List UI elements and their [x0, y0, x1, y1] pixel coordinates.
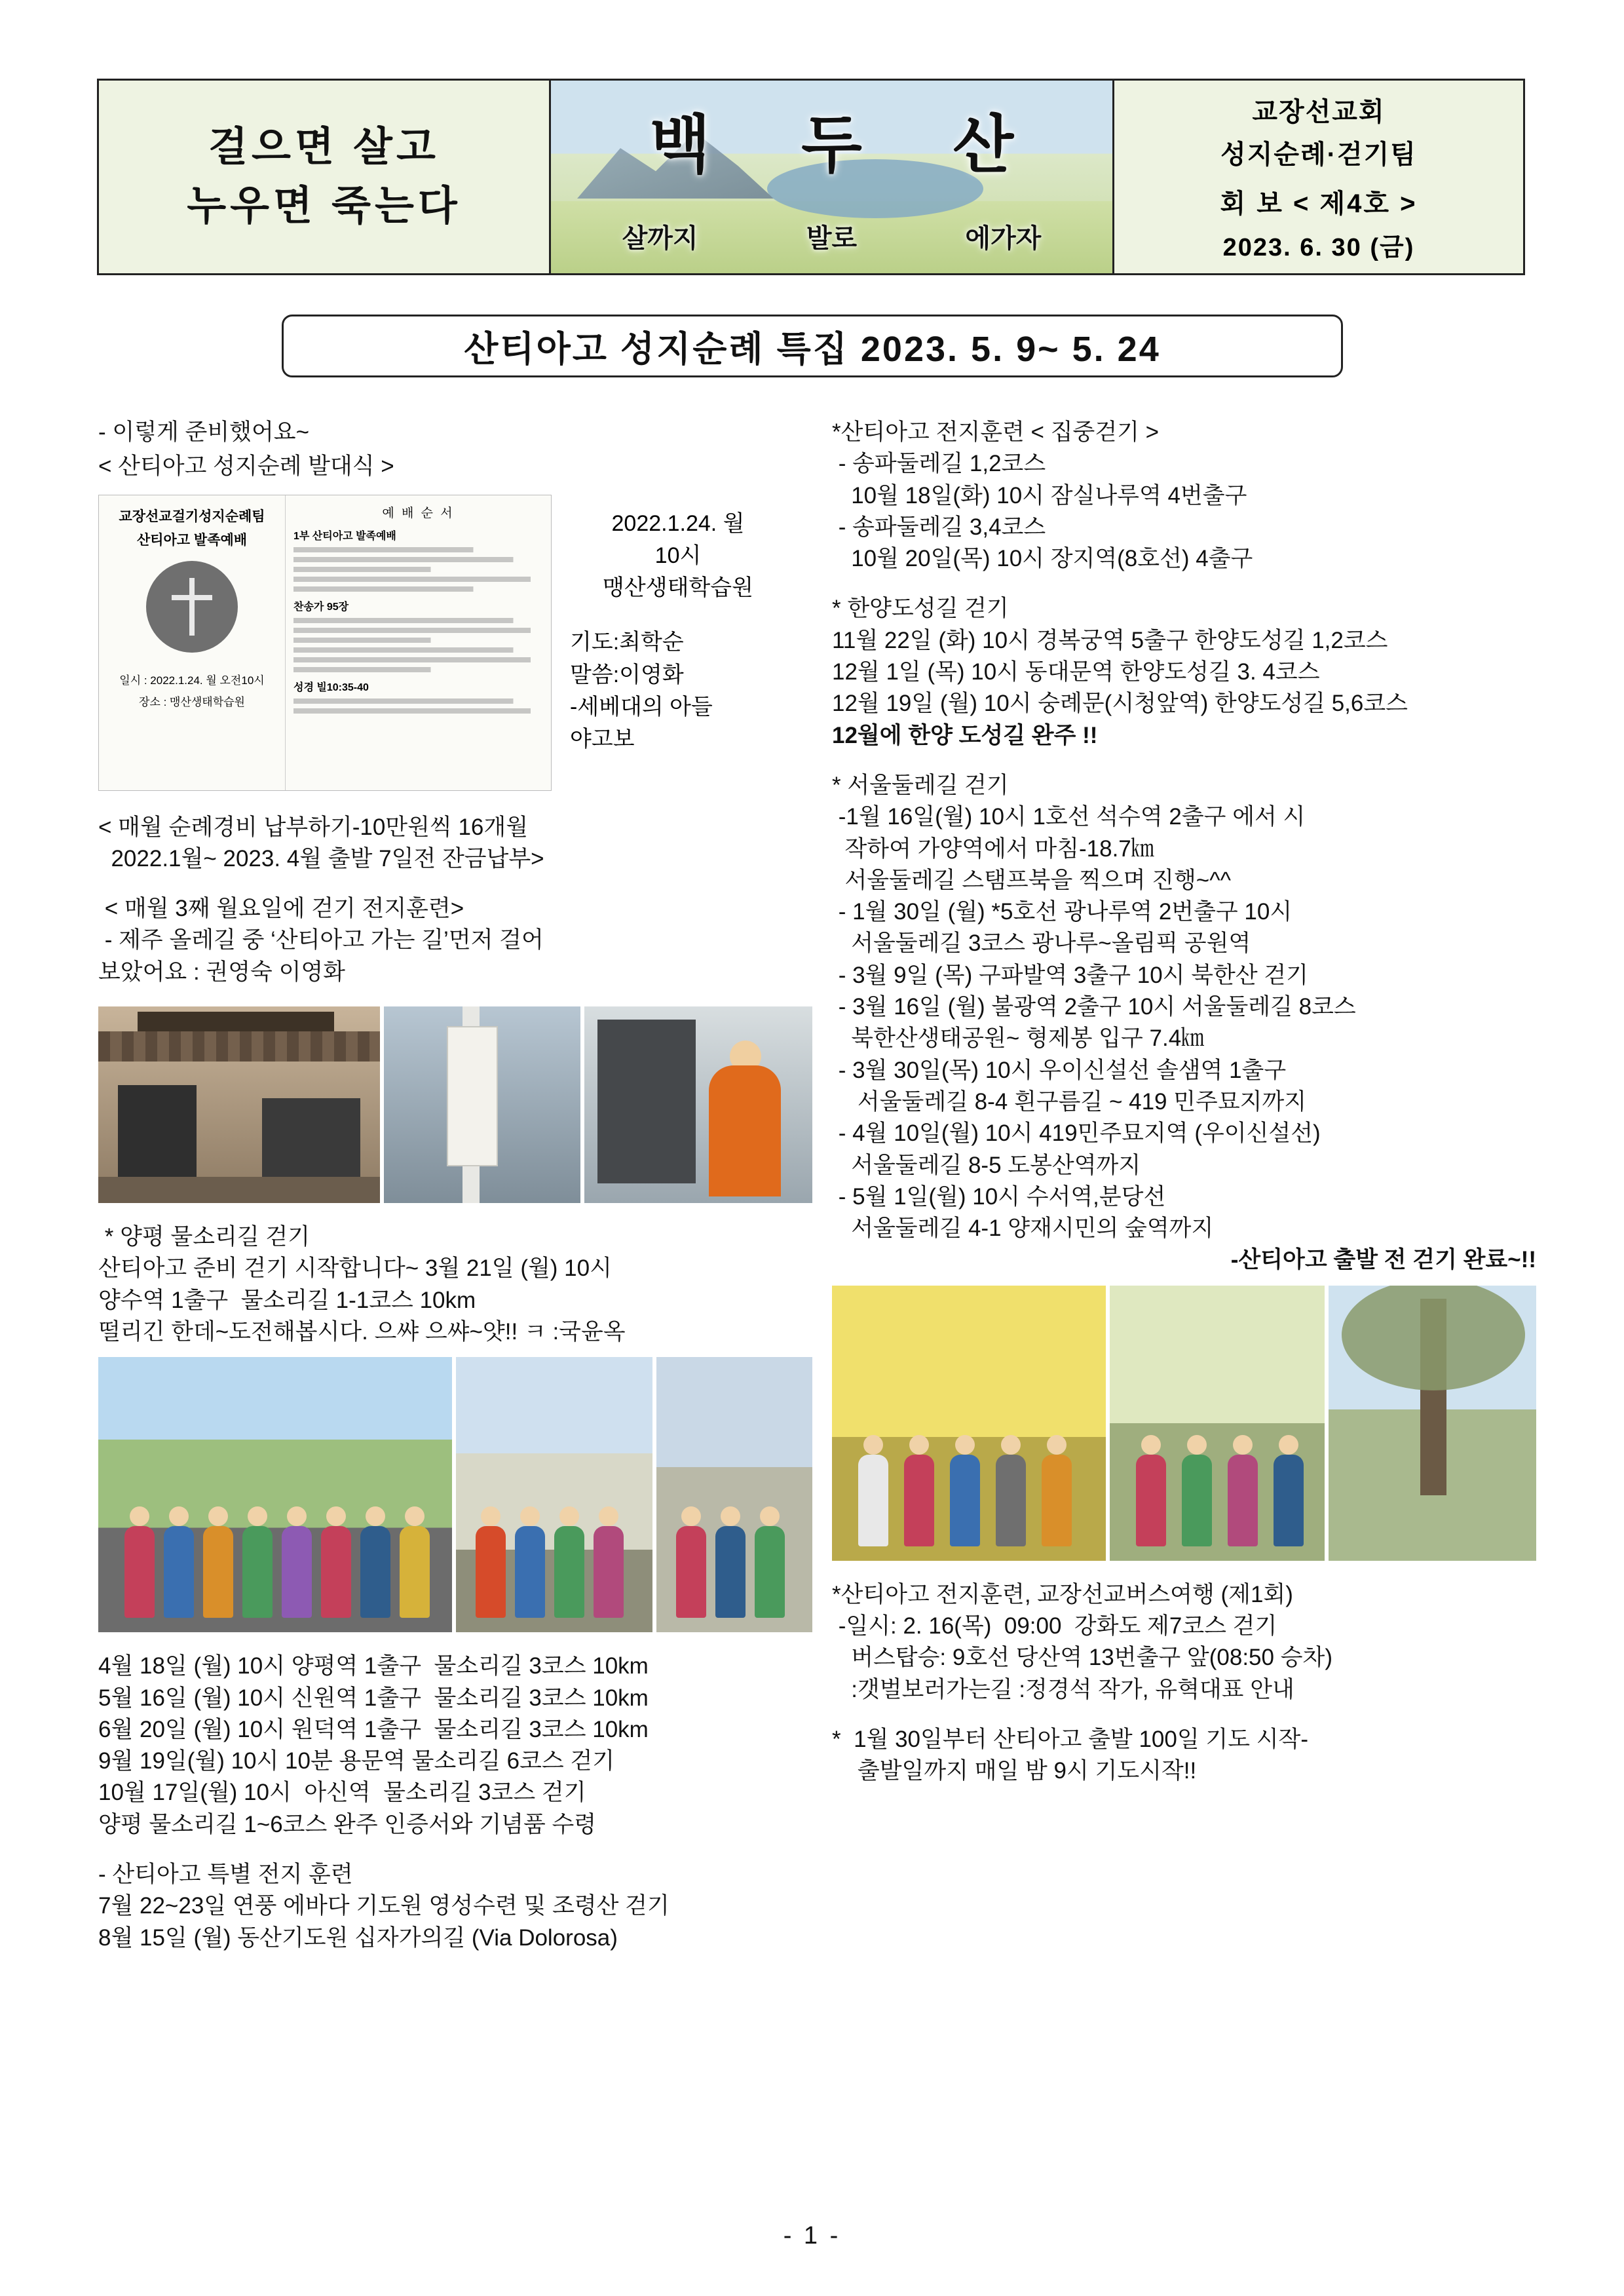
photo-person [1042, 1455, 1072, 1546]
masthead-subtitle [551, 218, 1112, 255]
photo-person [676, 1526, 706, 1618]
flyer-scan [98, 495, 552, 791]
flyer-left-title-1: 교장선교걸기성지순례팀 [119, 508, 265, 524]
masthead-sub-2: 발로 [806, 224, 858, 253]
seoul-line: 작하여 가양역에서 마침-18.7㎞ [832, 835, 1154, 862]
schedule-line: 4월 18일 (월) 10시 양평역 1출구 물소리길 3코스 10km [98, 1653, 649, 1679]
photo-flowerbed-group [456, 1357, 652, 1632]
masthead-slogan [99, 81, 551, 273]
photo-person [164, 1526, 194, 1618]
photo-person [996, 1455, 1026, 1546]
seoul-line: 서울둘레길 8-5 도봉산역까지 [832, 1152, 1141, 1178]
seoul-line: - 4월 10일(월) 10시 419민주묘지역 (우이신설선) [832, 1120, 1321, 1147]
page-number: - 1 - [783, 2222, 841, 2249]
flyer-right-panel [286, 495, 551, 790]
seoul-line: - 3월 9일 (목) 구파발역 3출구 10시 북한산 걷기 [832, 962, 1308, 988]
spacer [98, 486, 812, 495]
prayer-head: * 1월 30일부터 산티아고 출발 100일 기도 시작- [832, 1726, 1309, 1752]
photo-detail [98, 1031, 380, 1062]
bus-line: :갯벌보러가는길 :정경석 작가, 유혁대표 안내 [832, 1676, 1294, 1702]
photo-person [242, 1526, 273, 1618]
flyer-side-note-4: 야고보 [570, 727, 635, 752]
schedule-line: 5월 16일 (월) 10시 신원역 1출구 물소리길 3코스 10km [98, 1685, 649, 1711]
flyer-section-1: 1부 산티아고 발족예배 [293, 530, 396, 542]
hanyang-line: 12월 19일 (월) 10시 숭례문(시청앞역) 한양도성길 5,6코스 [832, 691, 1408, 717]
fee-line-2: 2022.1월~ 2023. 4월 출발 7일전 잔금납부> [98, 845, 544, 871]
special-training-line-2: 8월 15일 (월) 동산기도원 십자가의길 (Via Dolorosa) [98, 1924, 618, 1951]
yangpyeong-line-3: 떨리긴 한데~도전해봅시다. 으쌰 으쌰~얏!! ㅋ :국윤옥 [98, 1318, 626, 1345]
bus-line: 버스탑승: 9호선 당산역 13번출구 앞(08:50 승차) [832, 1645, 1332, 1671]
flyer-text-line [293, 567, 543, 572]
photo-person [1274, 1455, 1304, 1546]
flyer-left-info-1: 일시 : 2022.1.24. 월 오전10시 [119, 674, 265, 687]
issue-number: 회 보 < 제4호 > [1220, 189, 1418, 218]
photo-person [1228, 1455, 1258, 1546]
flyer-text-line [293, 657, 543, 662]
org-name: 교장선교회 [1252, 98, 1386, 126]
flyer-text-line [293, 628, 543, 633]
yangpyeong-line-2: 양수역 1출구 물소리길 1-1코스 10km [98, 1287, 476, 1313]
flyer-section-2: 찬송가 95장 [293, 601, 349, 613]
masthead-org-info [1114, 81, 1523, 273]
spacer [98, 803, 812, 812]
event-place: 맹산생태학습원 [603, 575, 753, 601]
spacer [98, 988, 812, 1006]
spacer [98, 1203, 812, 1221]
event-time: 10시 [654, 543, 702, 568]
seoul-line: - 3월 30일(목) 10시 우이신설선 솔샘역 1출구 [832, 1057, 1287, 1083]
masthead-title-graphic [551, 81, 1114, 273]
flyer-section-3: 성경 빌10:35-40 [293, 681, 369, 693]
photo-detail [1342, 1286, 1525, 1390]
schedule-line: 10월 17일(월) 10시 아신역 물소리길 3코스 걷기 [98, 1780, 586, 1806]
seoul-line: 북한산생태공원~ 형제봉 입구 7.4㎞ [832, 1025, 1205, 1052]
slogan-line-2: 누우면 죽는다 [187, 183, 461, 229]
seoul-head: * 서울둘레길 걷기 [832, 772, 1009, 798]
camp-line: 10월 20일(목) 10시 장지역(8호선) 4출구 [832, 546, 1253, 572]
flyer-side-note-3: -세베대의 아들 [570, 695, 713, 720]
flyer-text-line [293, 647, 543, 653]
flyer-text-line [293, 577, 543, 582]
special-training-line-1: 7월 22~23일 연풍 에바다 기도원 영성수련 및 조령산 걷기 [98, 1893, 670, 1919]
photo-detail [138, 1012, 334, 1031]
seoul-complete-note: -산티아고 출발 전 걷기 완료~!! [1230, 1247, 1536, 1273]
seoul-line: 서울둘레길 8-4 흰구름길 ~ 419 민주묘지까지 [832, 1088, 1307, 1115]
feature-banner [282, 315, 1343, 377]
photo-person [203, 1526, 233, 1618]
bus-line: -일시: 2. 16(목) 09:00 강화도 제7코스 걷기 [832, 1613, 1277, 1639]
photo-detail [262, 1098, 360, 1183]
seoul-line: - 5월 1일(월) 10시 수서역,분당선 [832, 1183, 1166, 1210]
yangpyeong-head: * 양평 물소리길 걷기 [98, 1224, 311, 1250]
photo-person [594, 1526, 624, 1618]
photo-detail [597, 1020, 696, 1183]
flyer-side-notes [570, 508, 786, 756]
flyer-left-panel [99, 495, 286, 790]
flyer-side-note-1: 기도:최학순 [570, 630, 684, 655]
masthead-title: 백 두 산 [649, 110, 1051, 180]
photo-trail-group [98, 1357, 452, 1632]
flyer-photo-region [98, 495, 812, 803]
flyer-text-line [293, 667, 543, 672]
photo-detail [118, 1085, 197, 1183]
photo-person [904, 1455, 934, 1546]
photo-person [1136, 1455, 1166, 1546]
seoul-line: - 1월 30일 (월) *5호선 광나루역 2번출구 10시 [832, 899, 1293, 925]
photo-big-tree [1329, 1286, 1536, 1561]
spacer [832, 1276, 1536, 1286]
left-column [98, 417, 812, 1954]
photo-walker [584, 1006, 812, 1203]
spacer [98, 875, 812, 893]
masthead-sub-1: 살까지 [622, 224, 698, 253]
photo-detail [447, 1026, 498, 1166]
photo-person [554, 1526, 584, 1618]
camp-line: - 송파둘레길 3,4코스 [832, 514, 1046, 540]
masthead [97, 79, 1525, 275]
schedule-line: 9월 19일(월) 10시 10분 용문역 물소리길 6코스 걷기 [98, 1748, 615, 1774]
flyer-text-line [293, 547, 543, 552]
right-column [832, 417, 1536, 1788]
seoul-line: 서울둘레길 스탬프북을 찍으며 진행~^^ [832, 867, 1232, 893]
left-head-2: < 산티아고 성지순례 발대식 > [98, 453, 394, 480]
prayer-line: 출발일까지 매일 밤 9시 기도시작!! [832, 1758, 1197, 1784]
photo-person [515, 1526, 545, 1618]
training-line-2: - 제주 올레길 중 ‘산티아고 가는 길’먼저 걸어 [98, 927, 544, 953]
spacer [832, 575, 1536, 593]
left-head-1: - 이렇게 준비했어요~ [98, 419, 310, 445]
photo-person [124, 1526, 155, 1618]
photo-person [476, 1526, 506, 1618]
photo-person [858, 1455, 888, 1546]
flyer-left-info-2: 장소 : 맹산생태학습원 [139, 695, 245, 708]
spacer [98, 1632, 812, 1651]
event-date: 2022.1.24. 월 [611, 510, 745, 536]
hanyang-head: * 한양도성길 걷기 [832, 596, 1009, 622]
photo-station-group [656, 1357, 812, 1632]
flyer-text-line [293, 586, 543, 592]
photo-person [360, 1526, 390, 1618]
photo-forsythia-group [832, 1286, 1106, 1561]
spacer [98, 1348, 812, 1357]
hanyang-complete-note: 12월에 한양 도성길 완주 !! [832, 722, 1098, 748]
schedule-line: 양평 물소리길 1~6코스 완주 인증서와 기념품 수령 [98, 1811, 597, 1837]
hiking-group-photos [98, 1357, 812, 1632]
schedule-line: 6월 20일 (월) 10시 원덕역 1출구 물소리길 3코스 10km [98, 1716, 649, 1742]
photo-person [755, 1526, 785, 1618]
camp-line: - 송파둘레길 1,2코스 [832, 451, 1046, 477]
flyer-text-line [293, 557, 543, 562]
special-training-head: - 산티아고 특별 전지 훈련 [98, 1862, 353, 1888]
seoul-line: 서울둘레길 3코스 광나루~올림픽 공원역 [832, 930, 1251, 957]
hanyang-line: 11월 22일 (화) 10시 경복궁역 5출구 한양도성길 1,2코스 [832, 627, 1388, 653]
spring-walk-photos [832, 1286, 1536, 1561]
seoul-line: - 3월 16일 (월) 불광역 2출구 10시 서울둘레길 8코스 [832, 994, 1356, 1020]
camp-line: 10월 18일(화) 10시 잠실나루역 4번출구 [832, 482, 1247, 508]
fee-line-1: < 매월 순례경비 납부하기-10만원씩 16개월 [98, 814, 529, 840]
photo-person [1182, 1455, 1212, 1546]
hanyang-line: 12월 1일 (목) 10시 동대문역 한양도성길 3. 4코스 [832, 659, 1320, 685]
masthead-sub-3: 에가자 [965, 224, 1042, 253]
cross-seal-icon [146, 561, 238, 653]
feature-title: 산티아고 성지순례 특집 2023. 5. 9~ 5. 24 [464, 329, 1161, 369]
flyer-text-line [293, 698, 543, 704]
photo-person [321, 1526, 351, 1618]
photo-person [400, 1526, 430, 1618]
training-line-1: < 매월 3째 월요일에 걷기 전지훈련> [98, 896, 464, 922]
jeju-olle-photos [98, 1006, 812, 1203]
slogan-line-1: 걸으면 살고 [208, 124, 440, 170]
spacer [832, 1706, 1536, 1724]
flyer-text-line [293, 708, 543, 714]
flyer-side-note-2: 말씀:이영화 [570, 662, 684, 687]
spacer [832, 1561, 1536, 1579]
flyer-text-line [293, 618, 543, 623]
flyer-left-title-2: 산티아고 발족예배 [136, 532, 248, 548]
spacer [832, 752, 1536, 770]
spacer [98, 1841, 812, 1859]
seoul-line: -1월 16일(월) 10시 1호선 석수역 2출구 에서 시 [832, 804, 1306, 830]
photo-person [950, 1455, 980, 1546]
seoul-line: 서울둘레길 4-1 양재시민의 숲역까지 [832, 1215, 1214, 1242]
flyer-text-line [293, 638, 543, 643]
camp-head: *산티아고 전지훈련 < 집중걷기 > [832, 419, 1160, 445]
yangpyeong-line-1: 산티아고 준비 걷기 시작합니다~ 3월 21일 (월) 10시 [98, 1255, 612, 1282]
photo-detail [709, 1065, 781, 1196]
team-name: 성지순례·걷기팀 [1220, 140, 1417, 169]
photo-detail [98, 1177, 380, 1203]
photo-person [282, 1526, 312, 1618]
photo-signpost [384, 1006, 580, 1203]
photo-cafe-front [98, 1006, 380, 1203]
bus-head: *산티아고 전지훈련, 교장선교버스여행 (제1회) [832, 1581, 1293, 1607]
training-line-3: 보았어요 : 권영숙 이영화 [98, 959, 345, 985]
photo-person [715, 1526, 746, 1618]
photo-path-group [1110, 1286, 1325, 1561]
flyer-order-title: 예 배 순 서 [382, 506, 455, 520]
issue-date: 2023. 6. 30 (금) [1222, 234, 1415, 261]
